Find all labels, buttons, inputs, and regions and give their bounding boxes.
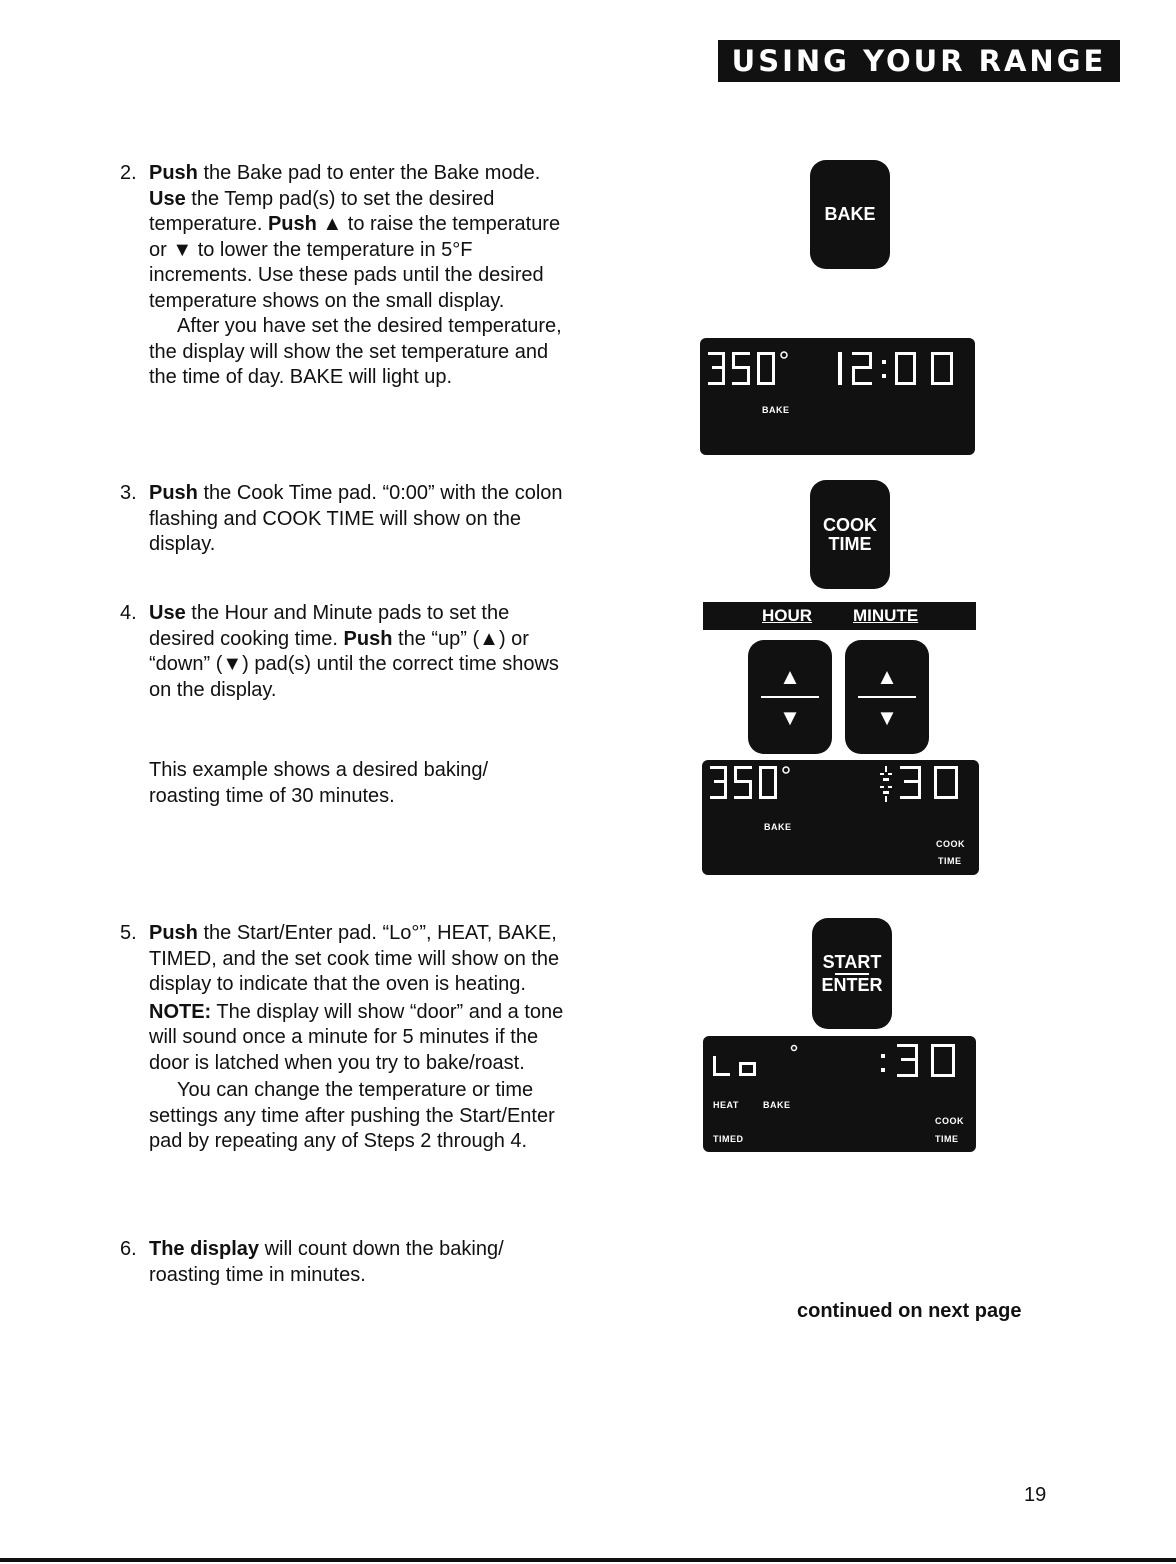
display-preheat [703, 1036, 976, 1152]
page-number: 19 [1024, 1484, 1047, 1506]
time-indicator: TIME [938, 856, 962, 866]
step-5-followup: You can change the temperature or time settings any time after pushing the Start/Enter pad by repeating any of Steps 2 through 4. [149, 1079, 555, 1152]
hour-minute-header [703, 602, 976, 630]
step-3 [120, 481, 570, 558]
hour-pad[interactable] [748, 640, 832, 754]
time-indicator: TIME [935, 1134, 959, 1144]
start-enter-pad[interactable] [812, 918, 892, 1029]
bake-pad[interactable] [810, 160, 890, 269]
section-banner: USING YOUR RANGE [718, 40, 1120, 82]
time-digits-30 [900, 766, 958, 799]
lo-text [713, 1046, 797, 1077]
step-2-text: Push the Bake pad to enter the Bake mode. Use the Temp pad(s) to set the desired temperature. Push ▲ to raise the temperature or ▼ to lower the temperature in 5°F increments. Use these pads until the desired temperature shows on the small display. [149, 162, 561, 312]
step-number: 3. [120, 482, 137, 504]
colon [881, 1054, 885, 1072]
step-2-followup: After you have set the desired temperature, the display will show the set temperature and the time of day. BAKE will light up. [149, 315, 562, 388]
step-6 [120, 1237, 570, 1288]
step-number: 2. [120, 162, 137, 184]
temp-digits-350 [708, 352, 787, 385]
display-cook-time [702, 760, 979, 875]
clock-digits-1200 [838, 352, 953, 385]
hour-up-icon[interactable]: ▲ [779, 664, 801, 689]
step-3-text: Push the Cook Time pad. “0:00” with the colon flashing and COOK TIME will show on the display. [149, 482, 563, 555]
step-4-text: Use the Hour and Minute pads to set the desired cooking time. Push the “up” (▲) or “down” (▼) pad(s) until the correct time shows on the display. [149, 602, 559, 701]
step-5 [120, 921, 570, 1155]
cook-time-pad[interactable] [810, 480, 890, 589]
bottom-rule [0, 1558, 1176, 1562]
step-2 [120, 161, 570, 391]
minute-pad-divider [858, 696, 916, 698]
hour-label: HOUR [762, 606, 813, 625]
step-number: 6. [120, 1238, 137, 1260]
enter-label: ENTER [821, 974, 883, 995]
step-5-note: NOTE: The display will show “door” and a tone will sound once a minute for 5 minutes if the door is latched when you try to bake/roast. [149, 1000, 564, 1074]
hour-down-icon[interactable]: ▼ [779, 705, 801, 730]
step-5-text: Push the Start/Enter pad. “Lo°”, HEAT, BAKE, TIMED, and the set cook time will show on the display to indicate that the oven is heating. [149, 922, 560, 995]
minute-label: MINUTE [853, 606, 919, 625]
step-number: 5. [120, 922, 137, 944]
flashing-colon [880, 766, 892, 802]
temp-digits-350 [710, 766, 789, 799]
step-4 [120, 601, 570, 809]
step-6-text: The display will count down the baking/ roasting time in minutes. [149, 1238, 504, 1286]
start-label: START [822, 951, 882, 972]
display-digits [700, 338, 975, 455]
time-digits-30 [897, 1044, 955, 1077]
cook-time-label-1: COOK [823, 514, 877, 535]
bake-indicator: BAKE [764, 822, 792, 832]
step-number: 4. [120, 602, 137, 624]
hour-pad-divider [761, 696, 819, 698]
bake-pad-label: BAKE [824, 204, 876, 224]
minute-up-icon[interactable]: ▲ [876, 664, 898, 689]
cook-indicator: COOK [936, 839, 965, 849]
heat-indicator: HEAT [713, 1100, 739, 1110]
display-bake-clock [700, 338, 975, 455]
minute-pad[interactable] [845, 640, 929, 754]
step-4-example: This example shows a desired baking/ roasting time of 30 minutes. [149, 759, 489, 807]
bake-indicator: BAKE [763, 1100, 791, 1110]
cook-indicator: COOK [935, 1116, 964, 1126]
bake-indicator: BAKE [762, 405, 790, 415]
minute-down-icon[interactable]: ▼ [876, 705, 898, 730]
cook-time-label-2: TIME [828, 533, 872, 554]
continued-note: continued on next page [797, 1300, 1022, 1322]
timed-indicator: TIMED [713, 1134, 744, 1144]
